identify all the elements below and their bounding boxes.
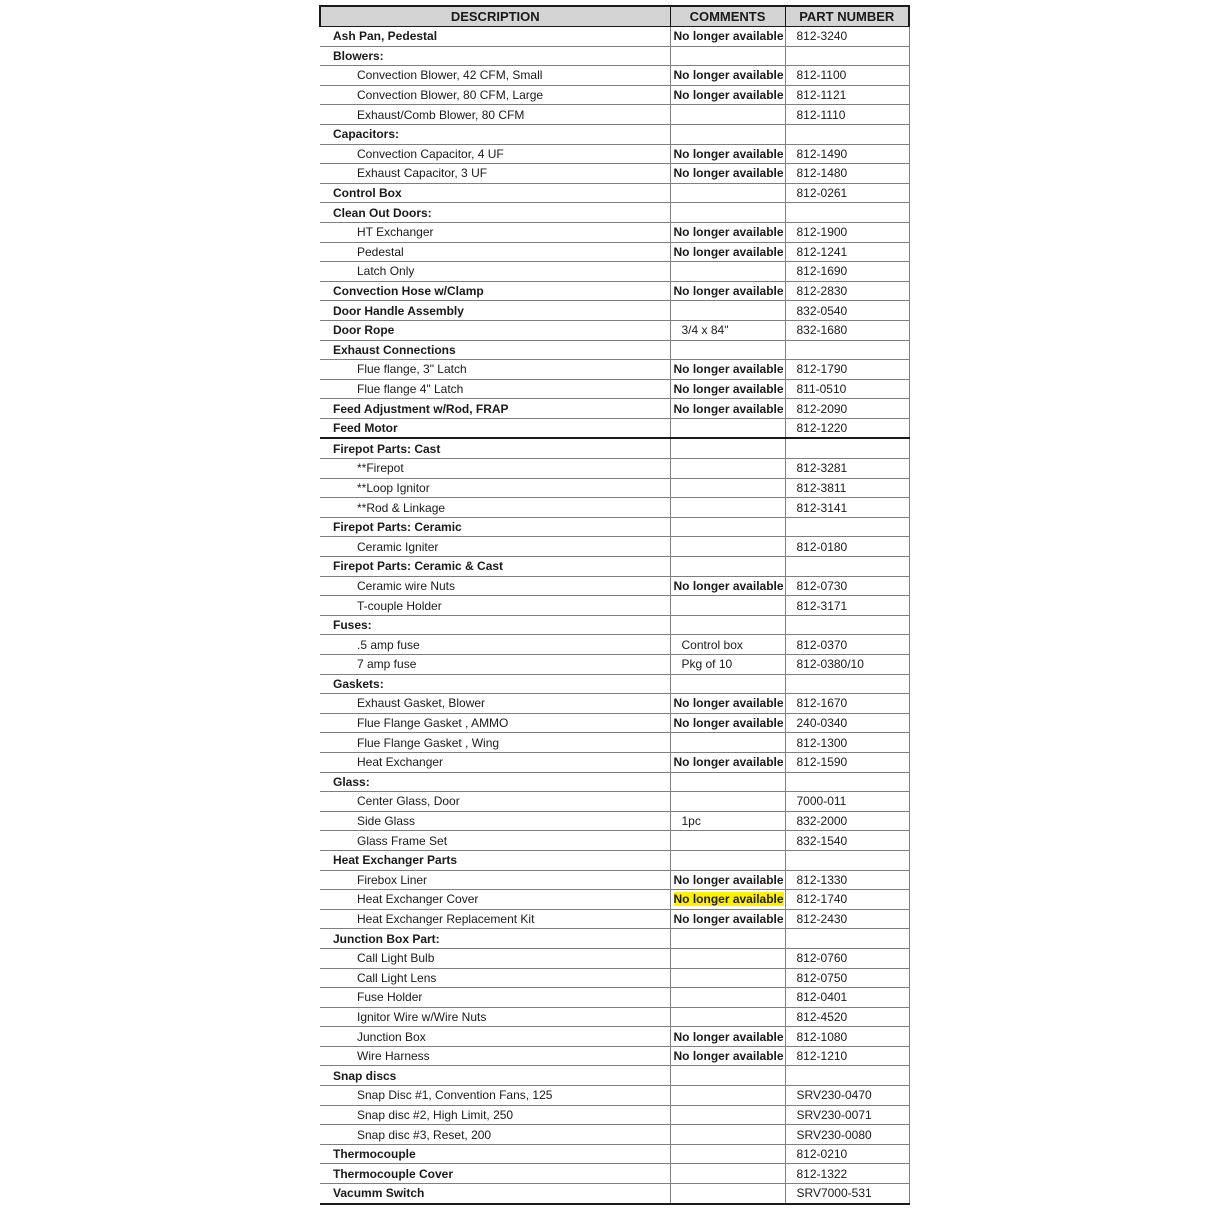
comment-cell <box>670 183 785 203</box>
comment-cell: No longer available <box>670 713 785 733</box>
comment-cell: No longer available <box>670 694 785 714</box>
parts-table <box>319 5 910 1205</box>
description-cell: Door Handle Assembly <box>320 301 670 321</box>
table-row <box>320 537 909 557</box>
table-row <box>320 948 909 968</box>
description-cell: Flue Flange Gasket , AMMO <box>320 713 670 733</box>
header-row <box>320 6 909 27</box>
description-cell: Pedestal <box>320 242 670 262</box>
description-cell: Control Box <box>320 183 670 203</box>
category-row <box>320 557 909 577</box>
table-row <box>320 85 909 105</box>
part-number-cell: 812-1100 <box>785 66 909 86</box>
header-comments: COMMENTS <box>670 6 785 27</box>
comment-cell <box>670 674 785 694</box>
comment-cell <box>670 772 785 792</box>
part-number-cell: 812-0760 <box>785 948 909 968</box>
description-cell: Call Light Bulb <box>320 948 670 968</box>
comment-cell <box>670 850 785 870</box>
part-number-cell <box>785 46 909 66</box>
part-number-cell <box>785 929 909 949</box>
category-row <box>320 27 909 47</box>
table-row <box>320 870 909 890</box>
part-number-cell: 812-1670 <box>785 694 909 714</box>
category-row <box>320 124 909 144</box>
table-row <box>320 988 909 1008</box>
comment-cell <box>670 1164 785 1184</box>
description-cell: Capacitors: <box>320 124 670 144</box>
table-row <box>320 459 909 479</box>
comment-cell <box>670 478 785 498</box>
table-row <box>320 242 909 262</box>
part-number-cell: 812-1241 <box>785 242 909 262</box>
table-row <box>320 262 909 282</box>
category-row <box>320 929 909 949</box>
part-number-cell: 812-1790 <box>785 360 909 380</box>
description-cell: **Rod & Linkage <box>320 498 670 518</box>
table-row <box>320 831 909 851</box>
table-row <box>320 1086 909 1106</box>
part-number-cell <box>785 438 909 458</box>
part-number-cell <box>785 124 909 144</box>
category-row <box>320 1144 909 1164</box>
part-number-cell: 812-3141 <box>785 498 909 518</box>
part-number-cell: 811-0510 <box>785 379 909 399</box>
comment-cell <box>670 1066 785 1086</box>
comment-cell <box>670 418 785 438</box>
description-cell: HT Exchanger <box>320 222 670 242</box>
category-row <box>320 183 909 203</box>
description-cell: Gaskets: <box>320 674 670 694</box>
comment-cell: Control box <box>670 635 785 655</box>
description-cell: Clean Out Doors: <box>320 203 670 223</box>
description-cell: **Loop Ignitor <box>320 478 670 498</box>
table-row <box>320 811 909 831</box>
comment-cell <box>670 733 785 753</box>
comment-cell <box>670 438 785 458</box>
comment-cell: No longer available <box>670 360 785 380</box>
table-row <box>320 596 909 616</box>
part-number-cell: 812-0370 <box>785 635 909 655</box>
part-number-cell: 812-0261 <box>785 183 909 203</box>
comment-cell: No longer available <box>670 752 785 772</box>
part-number-cell: 812-0401 <box>785 988 909 1008</box>
description-cell: Snap Disc #1, Convention Fans, 125 <box>320 1086 670 1106</box>
comment-cell: No longer available <box>670 27 785 47</box>
table-row <box>320 890 909 910</box>
description-cell: Firepot Parts: Ceramic <box>320 517 670 537</box>
comment-cell: No longer available <box>670 281 785 301</box>
comment-cell <box>670 890 785 910</box>
table-row <box>320 1046 909 1066</box>
comment-cell: No longer available <box>670 379 785 399</box>
description-cell: Thermocouple <box>320 1144 670 1164</box>
description-cell: Convection Hose w/Clamp <box>320 281 670 301</box>
description-cell: Heat Exchanger Replacement Kit <box>320 909 670 929</box>
table-row <box>320 105 909 125</box>
table-header <box>320 6 909 27</box>
parts-list <box>319 5 908 1205</box>
part-number-cell: SRV230-0071 <box>785 1105 909 1125</box>
table-row <box>320 694 909 714</box>
part-number-cell: 812-0380/10 <box>785 655 909 675</box>
comment-cell: Pkg of 10 <box>670 655 785 675</box>
comment-cell <box>670 203 785 223</box>
part-number-cell: 812-1590 <box>785 752 909 772</box>
part-number-cell <box>785 203 909 223</box>
part-number-cell: 812-1740 <box>785 890 909 910</box>
category-row <box>320 772 909 792</box>
comment-cell <box>670 301 785 321</box>
description-cell: Exhaust Connections <box>320 340 670 360</box>
table-row <box>320 222 909 242</box>
part-number-cell: 812-1690 <box>785 262 909 282</box>
description-cell: Vacumm Switch <box>320 1184 670 1204</box>
category-row <box>320 1184 909 1204</box>
table-body <box>320 27 909 1204</box>
comment-cell <box>670 831 785 851</box>
table-row <box>320 498 909 518</box>
category-row <box>320 340 909 360</box>
description-cell: Snap disc #2, High Limit, 250 <box>320 1105 670 1125</box>
header-part-number: PART NUMBER <box>785 6 909 27</box>
category-row <box>320 399 909 419</box>
comment-cell <box>670 517 785 537</box>
comment-cell: No longer available <box>670 66 785 86</box>
table-row <box>320 1105 909 1125</box>
description-cell: Thermocouple Cover <box>320 1164 670 1184</box>
description-cell: 7 amp fuse <box>320 655 670 675</box>
description-cell: T-couple Holder <box>320 596 670 616</box>
description-cell: Glass: <box>320 772 670 792</box>
category-row <box>320 203 909 223</box>
part-number-cell: 812-0180 <box>785 537 909 557</box>
description-cell: Firepot Parts: Cast <box>320 438 670 458</box>
comment-cell: No longer available <box>670 85 785 105</box>
table-row <box>320 478 909 498</box>
part-number-cell <box>785 557 909 577</box>
comment-cell: No longer available <box>670 576 785 596</box>
part-number-cell: 812-1900 <box>785 222 909 242</box>
comment-cell: 3/4 x 84" <box>670 320 785 340</box>
part-number-cell: 812-2830 <box>785 281 909 301</box>
part-number-cell <box>785 615 909 635</box>
category-row <box>320 320 909 340</box>
part-number-cell <box>785 1066 909 1086</box>
comment-cell <box>670 537 785 557</box>
part-number-cell: 832-2000 <box>785 811 909 831</box>
comment-cell <box>670 262 785 282</box>
table-row <box>320 968 909 988</box>
description-cell: Fuse Holder <box>320 988 670 1008</box>
description-cell: Latch Only <box>320 262 670 282</box>
category-row <box>320 1066 909 1086</box>
comment-cell: No longer available <box>670 1046 785 1066</box>
description-cell: Ceramic Igniter <box>320 537 670 557</box>
table-row <box>320 1125 909 1145</box>
part-number-cell: 812-0730 <box>785 576 909 596</box>
description-cell: Feed Adjustment w/Rod, FRAP <box>320 399 670 419</box>
part-number-cell: 812-3811 <box>785 478 909 498</box>
part-number-cell: 812-0750 <box>785 968 909 988</box>
part-number-cell: 812-3240 <box>785 27 909 47</box>
comment-cell <box>670 792 785 812</box>
table-row <box>320 379 909 399</box>
description-cell: Flue flange, 3" Latch <box>320 360 670 380</box>
part-number-cell: 812-0210 <box>785 1144 909 1164</box>
description-cell: Snap discs <box>320 1066 670 1086</box>
part-number-cell <box>785 772 909 792</box>
description-cell: Firebox Liner <box>320 870 670 890</box>
description-cell: Ceramic wire Nuts <box>320 576 670 596</box>
comment-cell: No longer available <box>670 399 785 419</box>
part-number-cell: 812-1300 <box>785 733 909 753</box>
description-cell: Blowers: <box>320 46 670 66</box>
part-number-cell: 812-1080 <box>785 1027 909 1047</box>
category-row <box>320 850 909 870</box>
comment-cell: No longer available <box>670 144 785 164</box>
description-cell: Junction Box <box>320 1027 670 1047</box>
comment-cell <box>670 105 785 125</box>
comment-cell: No longer available <box>670 242 785 262</box>
part-number-cell: SRV230-0080 <box>785 1125 909 1145</box>
description-cell: Heat Exchanger Cover <box>320 890 670 910</box>
table-row <box>320 1007 909 1027</box>
comment-cell <box>670 498 785 518</box>
part-number-cell <box>785 674 909 694</box>
description-cell: Center Glass, Door <box>320 792 670 812</box>
part-number-cell: 812-1210 <box>785 1046 909 1066</box>
comment-cell: No longer available <box>670 164 785 184</box>
part-number-cell: 812-1480 <box>785 164 909 184</box>
description-cell: Wire Harness <box>320 1046 670 1066</box>
highlighted-comment: No longer available <box>673 892 784 907</box>
table-row <box>320 655 909 675</box>
table-row <box>320 1027 909 1047</box>
description-cell: Side Glass <box>320 811 670 831</box>
part-number-cell <box>785 517 909 537</box>
comment-cell <box>670 1144 785 1164</box>
part-number-cell: 832-1680 <box>785 320 909 340</box>
comment-cell: No longer available <box>670 1027 785 1047</box>
description-cell: Door Rope <box>320 320 670 340</box>
part-number-cell <box>785 340 909 360</box>
header-description: DESCRIPTION <box>320 6 670 27</box>
description-cell: Snap disc #3, Reset, 200 <box>320 1125 670 1145</box>
comment-cell <box>670 596 785 616</box>
comment-cell: 1pc <box>670 811 785 831</box>
comment-cell <box>670 557 785 577</box>
comment-cell <box>670 46 785 66</box>
comment-cell: No longer available <box>670 870 785 890</box>
comment-cell: No longer available <box>670 909 785 929</box>
comment-cell <box>670 1125 785 1145</box>
description-cell: Flue flange 4" Latch <box>320 379 670 399</box>
part-number-cell: 812-1490 <box>785 144 909 164</box>
table-row <box>320 360 909 380</box>
comment-cell <box>670 968 785 988</box>
comment-cell <box>670 615 785 635</box>
part-number-cell: SRV7000-531 <box>785 1184 909 1204</box>
table-row <box>320 792 909 812</box>
part-number-cell: 812-1322 <box>785 1164 909 1184</box>
table-row <box>320 144 909 164</box>
table-row <box>320 733 909 753</box>
part-number-cell: 812-3281 <box>785 459 909 479</box>
table-row <box>320 164 909 184</box>
part-number-cell: 832-0540 <box>785 301 909 321</box>
part-number-cell: 812-1220 <box>785 418 909 438</box>
description-cell: Convection Blower, 42 CFM, Small <box>320 66 670 86</box>
comment-cell <box>670 929 785 949</box>
part-number-cell: 832-1540 <box>785 831 909 851</box>
description-cell: Heat Exchanger Parts <box>320 850 670 870</box>
comment-cell <box>670 1086 785 1106</box>
comment-cell <box>670 124 785 144</box>
description-cell: Glass Frame Set <box>320 831 670 851</box>
comment-cell <box>670 459 785 479</box>
part-number-cell: 812-1330 <box>785 870 909 890</box>
table-row <box>320 576 909 596</box>
comment-cell <box>670 1184 785 1204</box>
description-cell: Call Light Lens <box>320 968 670 988</box>
category-row <box>320 46 909 66</box>
category-row <box>320 418 909 438</box>
description-cell: Exhaust Gasket, Blower <box>320 694 670 714</box>
description-cell: .5 amp fuse <box>320 635 670 655</box>
table-row <box>320 635 909 655</box>
part-number-cell: 812-3171 <box>785 596 909 616</box>
description-cell: Heat Exchanger <box>320 752 670 772</box>
table-row <box>320 752 909 772</box>
comment-cell: No longer available <box>670 222 785 242</box>
description-cell: Exhaust/Comb Blower, 80 CFM <box>320 105 670 125</box>
description-cell: Exhaust Capacitor, 3 UF <box>320 164 670 184</box>
part-number-cell: 812-1110 <box>785 105 909 125</box>
description-cell: Feed Motor <box>320 418 670 438</box>
description-cell: Firepot Parts: Ceramic & Cast <box>320 557 670 577</box>
description-cell: Ignitor Wire w/Wire Nuts <box>320 1007 670 1027</box>
part-number-cell: 812-2430 <box>785 909 909 929</box>
comment-cell <box>670 948 785 968</box>
description-cell: Fuses: <box>320 615 670 635</box>
table-row <box>320 909 909 929</box>
category-row <box>320 615 909 635</box>
part-number-cell: 812-2090 <box>785 399 909 419</box>
part-number-cell: SRV230-0470 <box>785 1086 909 1106</box>
category-row <box>320 1164 909 1184</box>
description-cell: Flue Flange Gasket , Wing <box>320 733 670 753</box>
part-number-cell: 240-0340 <box>785 713 909 733</box>
comment-cell <box>670 1007 785 1027</box>
description-cell: Convection Blower, 80 CFM, Large <box>320 85 670 105</box>
category-row <box>320 674 909 694</box>
category-row <box>320 438 909 458</box>
part-number-cell <box>785 850 909 870</box>
table-row <box>320 66 909 86</box>
part-number-cell: 812-1121 <box>785 85 909 105</box>
description-cell: Convection Capacitor, 4 UF <box>320 144 670 164</box>
part-number-cell: 7000-011 <box>785 792 909 812</box>
category-row <box>320 281 909 301</box>
description-cell: Junction Box Part: <box>320 929 670 949</box>
part-number-cell: 812-4520 <box>785 1007 909 1027</box>
category-row <box>320 301 909 321</box>
description-cell: Ash Pan, Pedestal <box>320 27 670 47</box>
comment-cell <box>670 1105 785 1125</box>
comment-cell <box>670 340 785 360</box>
comment-cell <box>670 988 785 1008</box>
description-cell: **Firepot <box>320 459 670 479</box>
category-row <box>320 517 909 537</box>
table-row <box>320 713 909 733</box>
